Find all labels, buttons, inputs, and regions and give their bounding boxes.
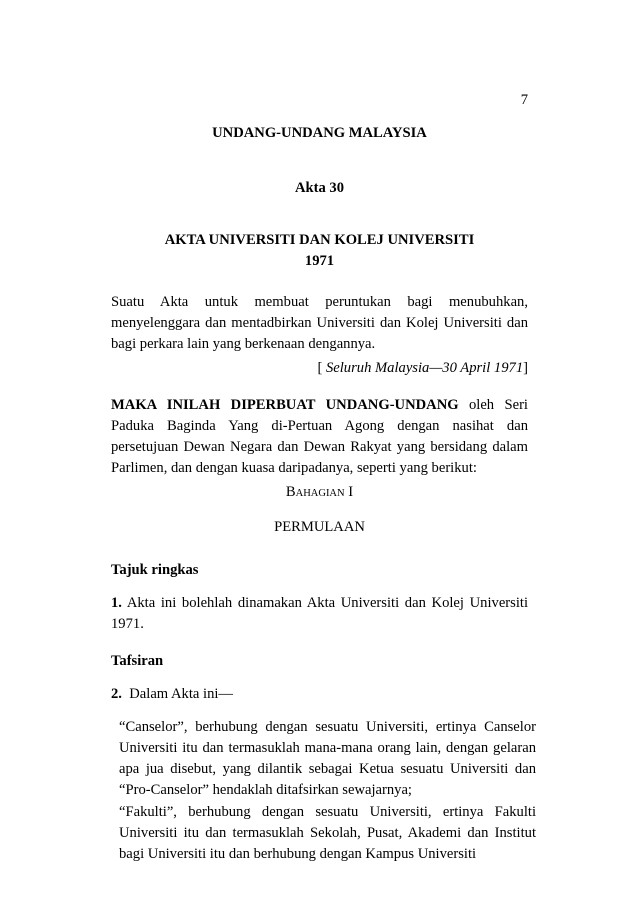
section-1-number: 1. <box>111 595 122 611</box>
short-title-heading: Tajuk ringkas <box>111 562 199 578</box>
law-title: UNDANG-UNDANG MALAYSIA <box>212 125 427 141</box>
section-2-text: Dalam Akta ini— <box>121 686 234 702</box>
part-name: PERMULAAN <box>274 519 365 535</box>
act-title <box>111 230 528 272</box>
enacting-formula <box>111 395 528 479</box>
enacting-rest: oleh Seri Paduka Baginda Yang di-Pertuan Agong dengan nasihat dan persetujuan Dewan Negara dan Dewan Rakyat yang bersidang dalam Parlimen, dan dengan kuasa daripadanya, seperti yang berikut: <box>111 397 528 476</box>
part-first-letter: B <box>285 484 296 500</box>
section-2 <box>111 684 233 705</box>
act-number: Akta 30 <box>294 180 345 196</box>
act-title-line2: 1971 <box>304 253 335 269</box>
section-2-number: 2. <box>111 686 122 702</box>
page-number: 7 <box>520 92 528 108</box>
commencement-dateline <box>111 358 528 379</box>
preamble: Suatu Akta untuk membuat peruntukan bagi menubuhkan, menyelenggara dan mentadbirkan Universiti dan Kolej Universiti dan bagi perkara lain yang berkenaan dengannya. <box>111 294 528 352</box>
dateline-close: ] <box>523 360 528 376</box>
interpretation-heading: Tafsiran <box>111 653 164 669</box>
section-1 <box>111 593 528 635</box>
part-word: AHAGIAN <box>295 488 345 499</box>
section-1-text: Akta ini bolehlah dinamakan Akta Universiti dan Kolej Universiti 1971. <box>111 595 528 632</box>
part-heading <box>111 482 528 504</box>
dateline-open: [ <box>317 360 326 376</box>
dateline-text: Seluruh Malaysia—30 April 1971 <box>325 360 524 376</box>
act-title-line1: AKTA UNIVERSITI DAN KOLEJ UNIVERSITI <box>164 232 475 248</box>
enacting-bold: MAKA INILAH DIPERBUAT UNDANG-UNDANG <box>111 397 459 413</box>
definition-fakulti: “Fakulti”, berhubung dengan sesuatu Universiti, ertinya Fakulti Universiti itu dan termasuklah Sekolah, Pusat, Akademi dan Institut bagi Universiti itu dan berhubung dengan Kampus Universiti <box>119 804 536 862</box>
definition-canselor: “Canselor”, berhubung dengan sesuatu Universiti, ertinya Canselor Universiti itu dan termasuklah mana-mana orang lain, dengan gelaran apa jua disebut, yang dilantik sebagai Ketua sesuatu Universiti dan “Pro-Canselor” hendaklah ditafsirkan sewajarnya; <box>119 719 536 798</box>
part-numeral: I <box>344 484 354 500</box>
